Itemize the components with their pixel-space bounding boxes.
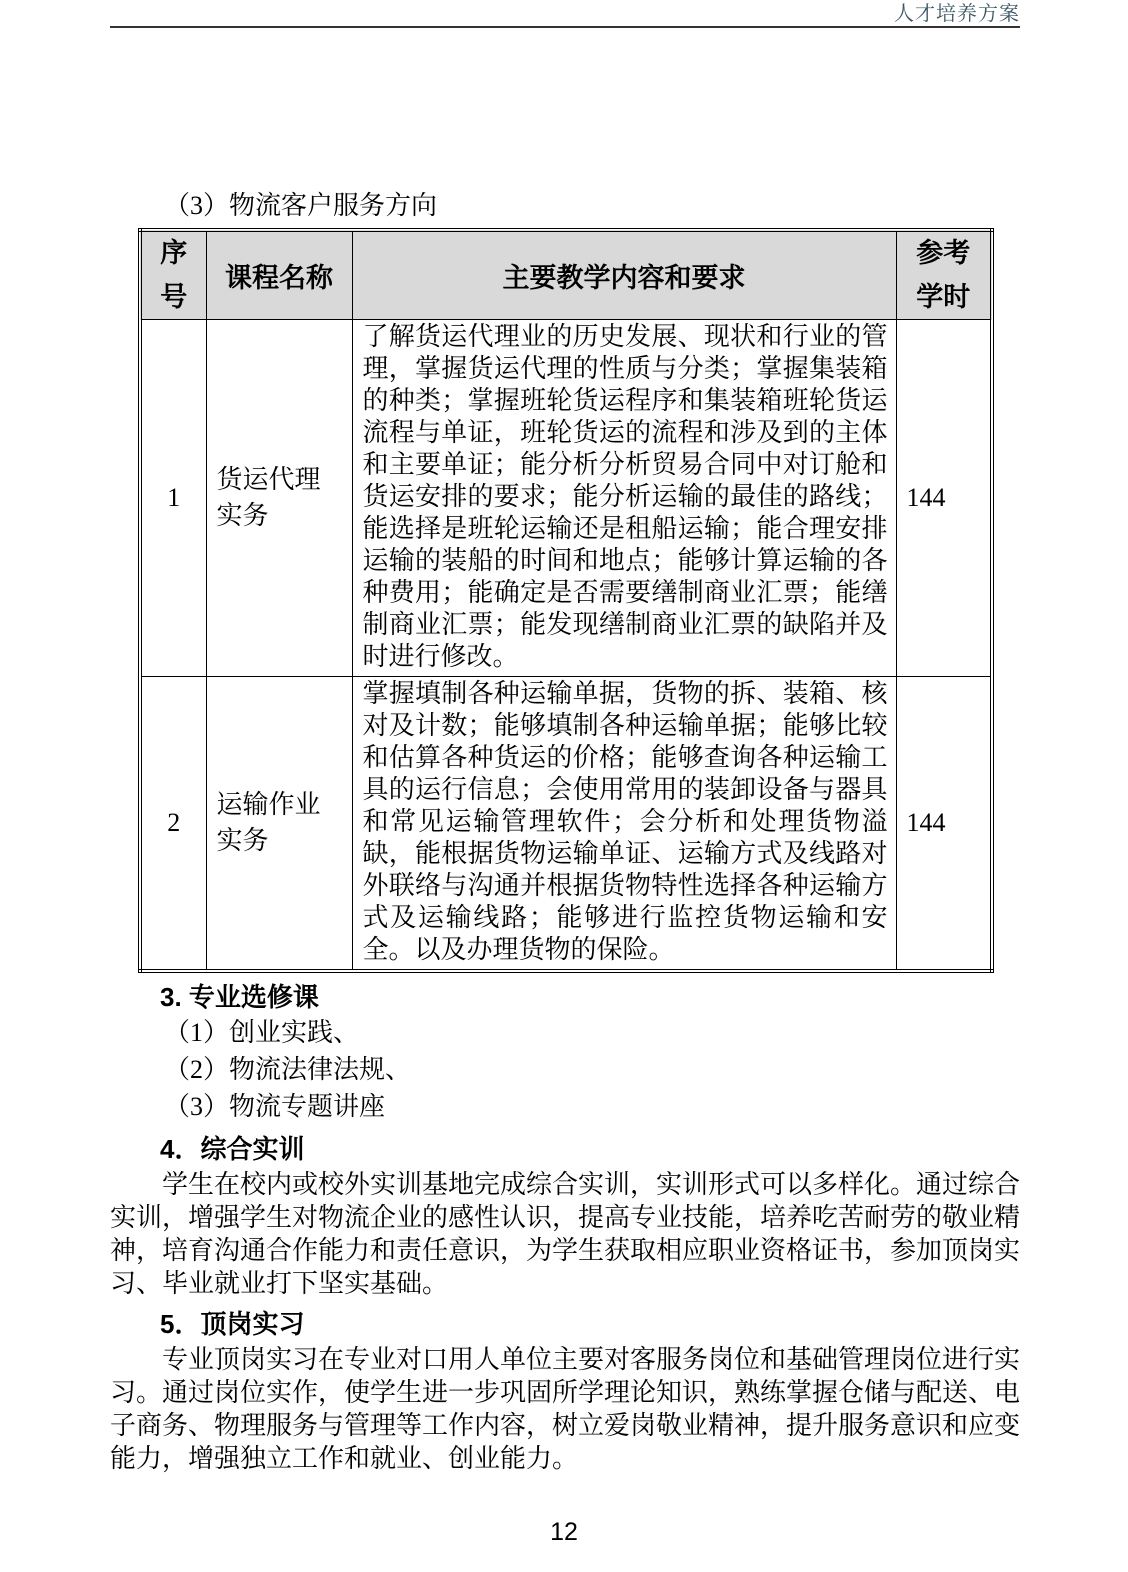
row2-course-name: 运输作业实务 (206, 677, 352, 972)
column-header-no-label: 序号 (160, 238, 188, 312)
subsection-label-logistics-customer-service: （3）物流客户服务方向 (164, 191, 438, 220)
column-header-course-label: 课程名称 (225, 263, 333, 294)
column-header-hours-label: 参考学时 (916, 238, 971, 312)
list-item-elective-2: （2）物流法律法规、 (164, 1055, 412, 1085)
table-row (140, 677, 992, 972)
list-item-elective-1: （1）创业实践、 (164, 1018, 360, 1048)
column-header-content (352, 230, 896, 320)
running-header (110, 0, 1020, 28)
page-footer (0, 1517, 1128, 1547)
row1-course-name: 货运代理实务 (206, 320, 352, 677)
heading-comprehensive-training: 4．综合实训 (160, 1134, 305, 1165)
paragraph-post-internship: 专业顶岗实习在专业对口用人单位主要对客服务岗位和基础管理岗位进行实习。通过岗位实作，使学生进一步巩固所学理论知识，熟练掌握仓储与配送、电子商务、物理服务与管理等工作内容，树立爱岗敬业精神，提升服务意识和应变能力，增强独立工作和就业、创业能力。 (110, 1345, 1021, 1474)
paragraph-comprehensive-training: 学生在校内或校外实训基地完成综合实训，实训形式可以多样化。通过综合实训，增强学生对物流企业的感性认识，提高专业技能，培养吃苦耐劳的敬业精神，培育沟通合作能力和责任意识，为学生获取相应职业资格证书，参加顶岗实习、毕业就业打下坚实基础。 (110, 1170, 1021, 1299)
row2-teaching-content: 掌握填制各种运输单据，货物的拆、装箱、核对及计数；能够填制各种运输单据；能够比较和估算各种货运的价格；能够查询各种运输工具的运行信息；会使用常用的装卸设备与器具和常见运输管理软件；会分析和处理货物溢缺，能根据货物运输单证、运输方式及线路对外联络与沟通并根据货物特性选择各种运输方式及运输线路；能够进行监控货物运输和安全。以及办理货物的保险。 (352, 677, 896, 972)
row1-reference-hours: 144 (896, 320, 992, 677)
row1-teaching-content: 了解货运代理业的历史发展、现状和行业的管理，掌握货运代理的性质与分类；掌握集装箱的种类；掌握班轮货运程序和集装箱班轮货运流程与单证，班轮货运的流程和涉及到的主体和主要单证；能分析分析贸易合同中对订舱和货运安排的要求；能分析运输的最佳的路线；能选择是班轮运输还是租船运输；能合理安排运输的装船的时间和地点；能够计算运输的各种费用；能确定是否需要缮制商业汇票；能缮制商业汇票；能发现缮制商业汇票的缺陷并及时进行修改。 (352, 320, 896, 677)
row2-no: 2 (140, 677, 206, 972)
column-header-hours (896, 230, 992, 320)
heading-post-internship: 5．顶岗实习 (160, 1309, 305, 1340)
column-header-course (206, 230, 352, 320)
column-header-no (140, 230, 206, 320)
table-row (140, 320, 992, 677)
page-content (110, 188, 1020, 1475)
list-item-elective-3: （3）物流专题讲座 (164, 1092, 386, 1122)
row2-reference-hours: 144 (896, 677, 992, 972)
heading-elective-courses: 3. 专业选修课 (160, 982, 319, 1013)
course-table (138, 228, 994, 973)
row1-no: 1 (140, 320, 206, 677)
table-header-row (140, 230, 992, 320)
column-header-content-label: 主要教学内容和要求 (502, 263, 746, 294)
document-title: 人才培养方案 (894, 3, 1020, 25)
page-number: 12 (550, 1518, 578, 1547)
